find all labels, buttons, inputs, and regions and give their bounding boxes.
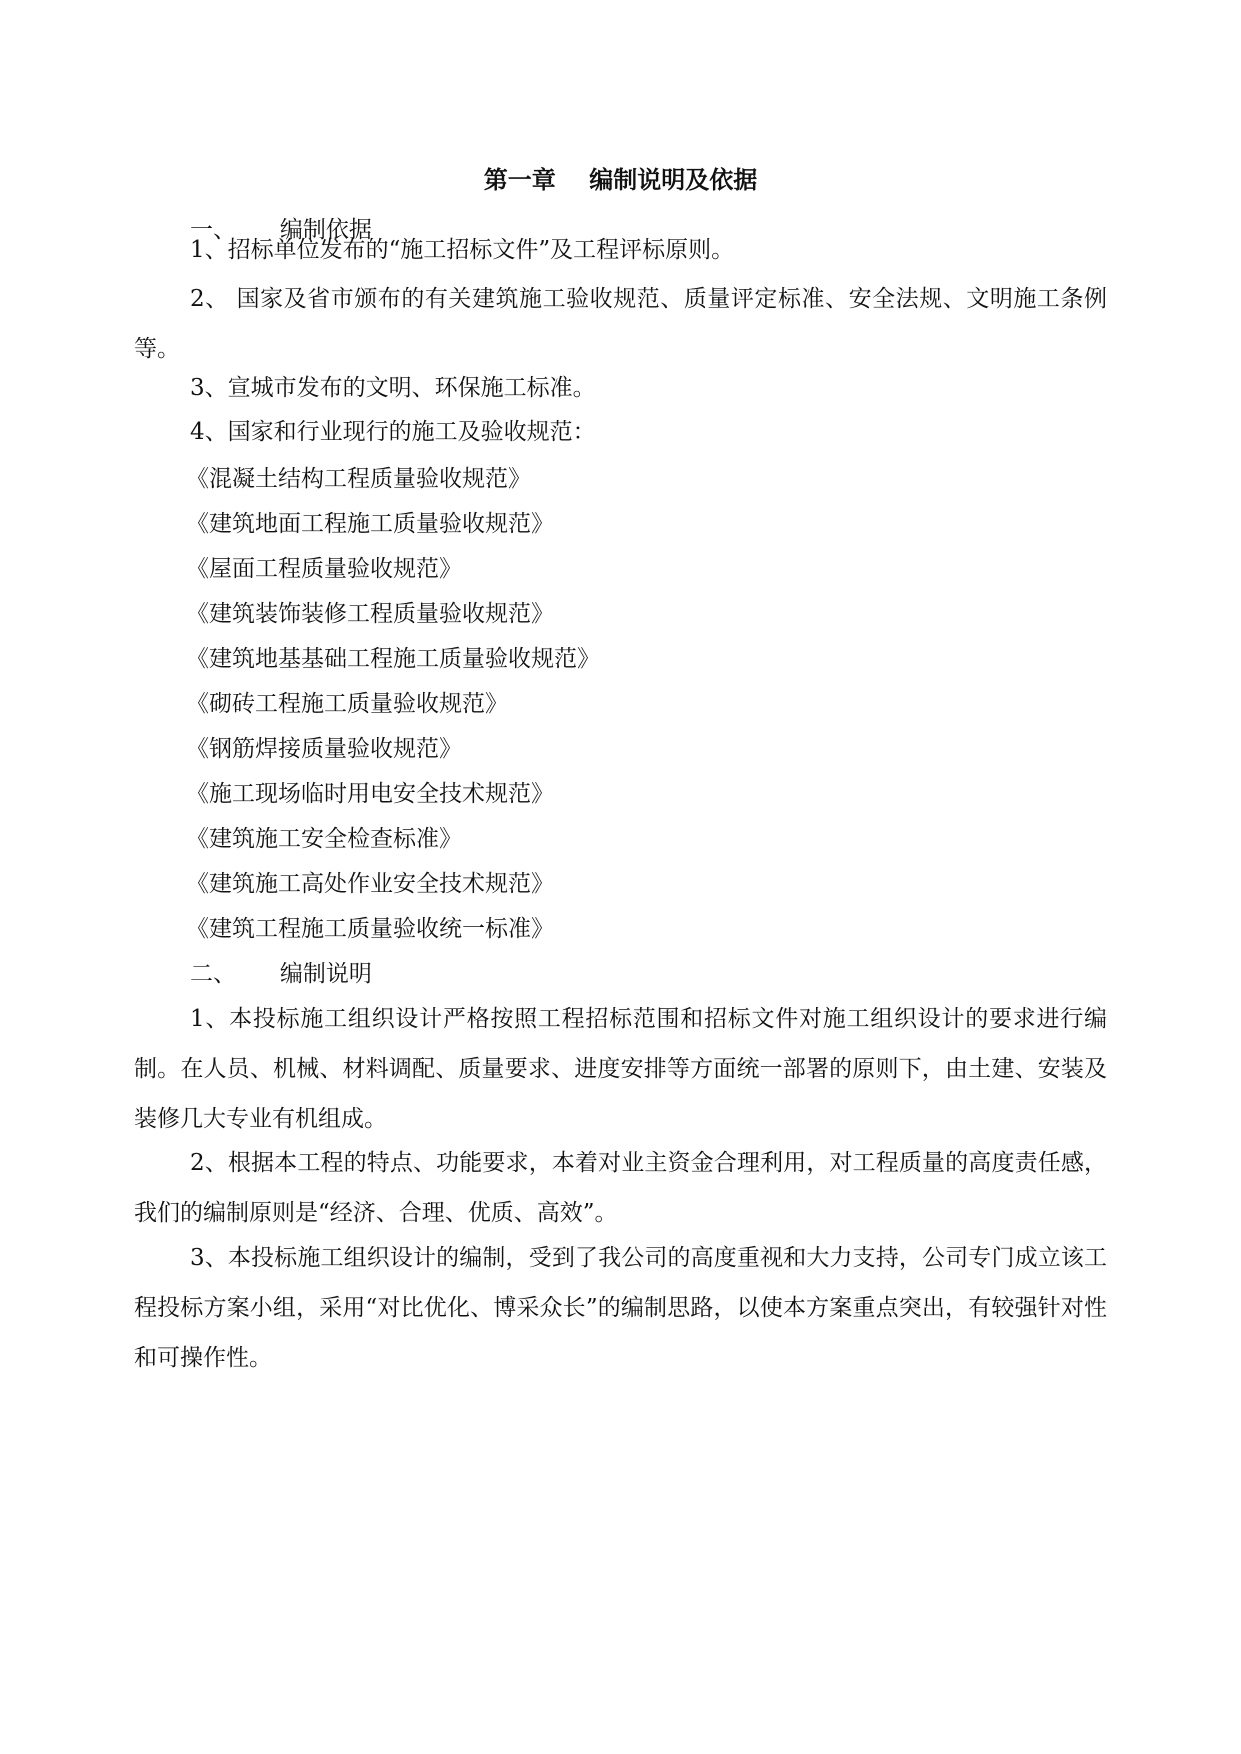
standard-item: 《钢筋焊接质量验收规范》: [186, 736, 462, 762]
standard-item: 《砌砖工程施工质量验收规范》: [186, 691, 508, 717]
standard-item: 《建筑施工安全检查标准》: [186, 826, 462, 852]
standard-item: 《建筑地基基础工程施工质量验收规范》: [186, 646, 600, 672]
standard-item: 《建筑工程施工质量验收统一标准》: [186, 916, 554, 942]
standard-item: 《屋面工程质量验收规范》: [186, 556, 462, 582]
basis-item-4: 4、国家和行业现行的施工及验收规范：: [190, 419, 596, 445]
standard-item: 《混凝土结构工程质量验收规范》: [186, 466, 531, 492]
basis-item-3: 3、宣城市发布的文明、环保施工标准。: [190, 375, 596, 401]
standard-item: 《建筑施工高处作业安全技术规范》: [186, 871, 554, 897]
section-heading-basis: 一、 编制依据: [190, 217, 372, 243]
basis-item-2: 2、 国家及省市颁布的有关建筑施工验收规范、质量评定标准、安全法规、文明施工条例等。: [134, 286, 1107, 362]
standard-item: 《建筑地面工程施工质量验收规范》: [186, 511, 554, 537]
standard-item: 《建筑装饰装修工程质量验收规范》: [186, 601, 554, 627]
chapter-title: 第一章 编制说明及依据: [483, 165, 758, 194]
notes-paragraph-1: 1、本投标施工组织设计严格按照工程招标范围和招标文件对施工组织设计的要求进行编制。在人员、机械、材料调配、质量要求、进度安排等方面统一部署的原则下，由土建、安装及装修几大专业有机组成。: [134, 1006, 1107, 1132]
basis-item-1: 1、招标单位发布的“施工招标文件”及工程评标原则。: [190, 237, 735, 263]
section-heading-notes: 二、 编制说明: [190, 961, 372, 987]
standard-item: 《施工现场临时用电安全技术规范》: [186, 781, 554, 807]
notes-paragraph-3: 3、本投标施工组织设计的编制，受到了我公司的高度重视和大力支持，公司专门成立该工程投标方案小组，采用“对比优化、博采众长”的编制思路，以使本方案重点突出，有较强针对性和可操作性。: [134, 1245, 1107, 1371]
notes-paragraph-2: 2、根据本工程的特点、功能要求，本着对业主资金合理利用，对工程质量的高度责任感，我们的编制原则是“经济、合理、优质、高效”。: [134, 1150, 1107, 1226]
